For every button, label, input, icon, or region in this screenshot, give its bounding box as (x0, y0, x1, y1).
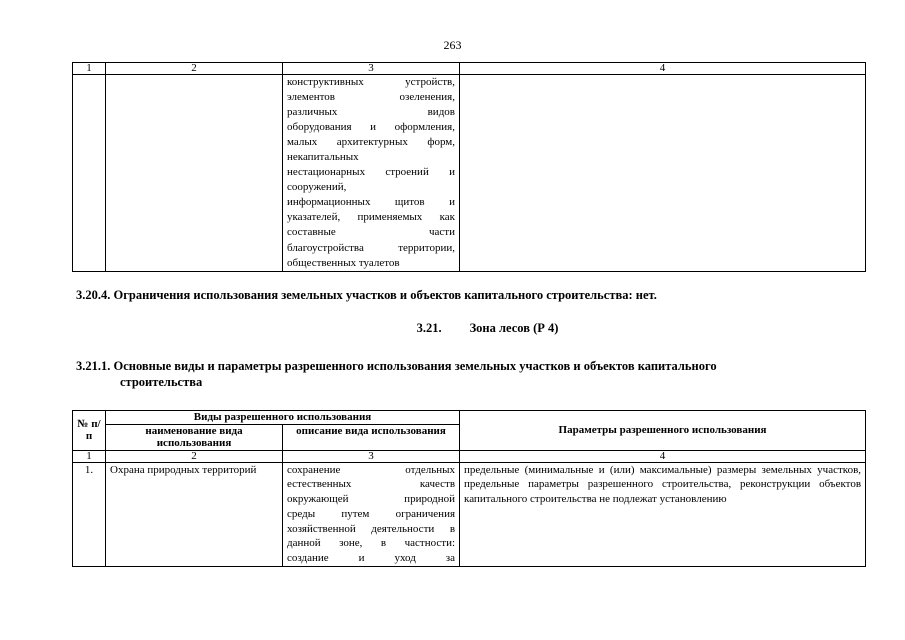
zone-heading (0, 320, 905, 336)
description-cell (283, 75, 460, 272)
zone-title: Зона лесов (Р 4) (469, 321, 559, 335)
header-parameters: Параметры разрешенного использования (460, 411, 866, 451)
column-number: 4 (460, 63, 866, 75)
text-line: указателей, применяемых как (287, 211, 455, 224)
column-number-row (73, 450, 866, 462)
permitted-use-table (72, 410, 866, 567)
table-row (73, 462, 866, 567)
text-line: сохранение отдельных (287, 463, 456, 476)
text-line: нестационарных строений и (287, 166, 455, 179)
column-number: 2 (106, 450, 283, 462)
text-line: естественных качеств (287, 478, 456, 491)
text-line: малых архитектурных форм, (287, 136, 455, 149)
text-line: конструктивных устройств, (287, 76, 455, 88)
table-row (73, 75, 866, 272)
column-number: 1 (73, 63, 106, 75)
text-line: данной зоне, в частности: (287, 537, 456, 550)
column-number: 2 (106, 63, 283, 75)
header-description: описание вида использования (283, 424, 460, 450)
header-row (73, 411, 866, 425)
text-line: создание и уход за (287, 552, 456, 565)
text-line: среды путем ограничения (287, 507, 456, 520)
section-heading-line: строительства (120, 375, 203, 389)
text-line: информационных щитов и (287, 196, 455, 209)
column-number-row (73, 63, 866, 75)
column-number: 3 (283, 63, 460, 75)
row-number: 1. (73, 462, 106, 567)
column-number: 1 (73, 450, 106, 462)
text-line: элементов озеленения, (287, 91, 455, 104)
text-line: оборудования и оформления, (287, 121, 455, 134)
text-line: благоустройства территории, (287, 241, 455, 254)
use-name-cell: Охрана природных территорий (106, 462, 283, 567)
zone-number: 3.21. (416, 321, 442, 335)
section-heading-line: 3.21.1. Основные виды и параметры разрешенного использования земельных участков и объектов капитального (76, 359, 717, 373)
table-cell-empty (73, 75, 106, 272)
section-heading (76, 358, 866, 390)
column-number: 3 (283, 450, 460, 462)
header-name: наименование вида использования (106, 424, 283, 450)
text-line: окружающей природной (287, 493, 456, 506)
table-cell-empty (460, 75, 866, 272)
text-line: составные части (287, 226, 455, 239)
text-line: различных видов (287, 106, 455, 119)
text-line: сооружений, (287, 181, 347, 194)
header-group: Виды разрешенного использования (106, 411, 460, 425)
page-number: 263 (443, 38, 462, 52)
text-line: некапитальных (287, 151, 359, 164)
header-num: № п/п (73, 411, 106, 451)
parameters-cell: предельные (минимальные и (или) максимальные) размеры земельных участков, предельные параметры разрешенного строительства, реконструкции объектов капитального строительства не подлежат установлению (460, 462, 866, 567)
restrictions-heading: 3.20.4. Ограничения использования земельных участков и объектов капитального строительства: нет. (76, 288, 657, 302)
table-cell-empty (106, 75, 283, 272)
text-line: хозяйственной деятельности в (287, 522, 456, 535)
column-number: 4 (460, 450, 866, 462)
use-description-cell (283, 462, 460, 567)
text-line: общественных туалетов (287, 256, 400, 269)
continuation-table (72, 62, 866, 272)
